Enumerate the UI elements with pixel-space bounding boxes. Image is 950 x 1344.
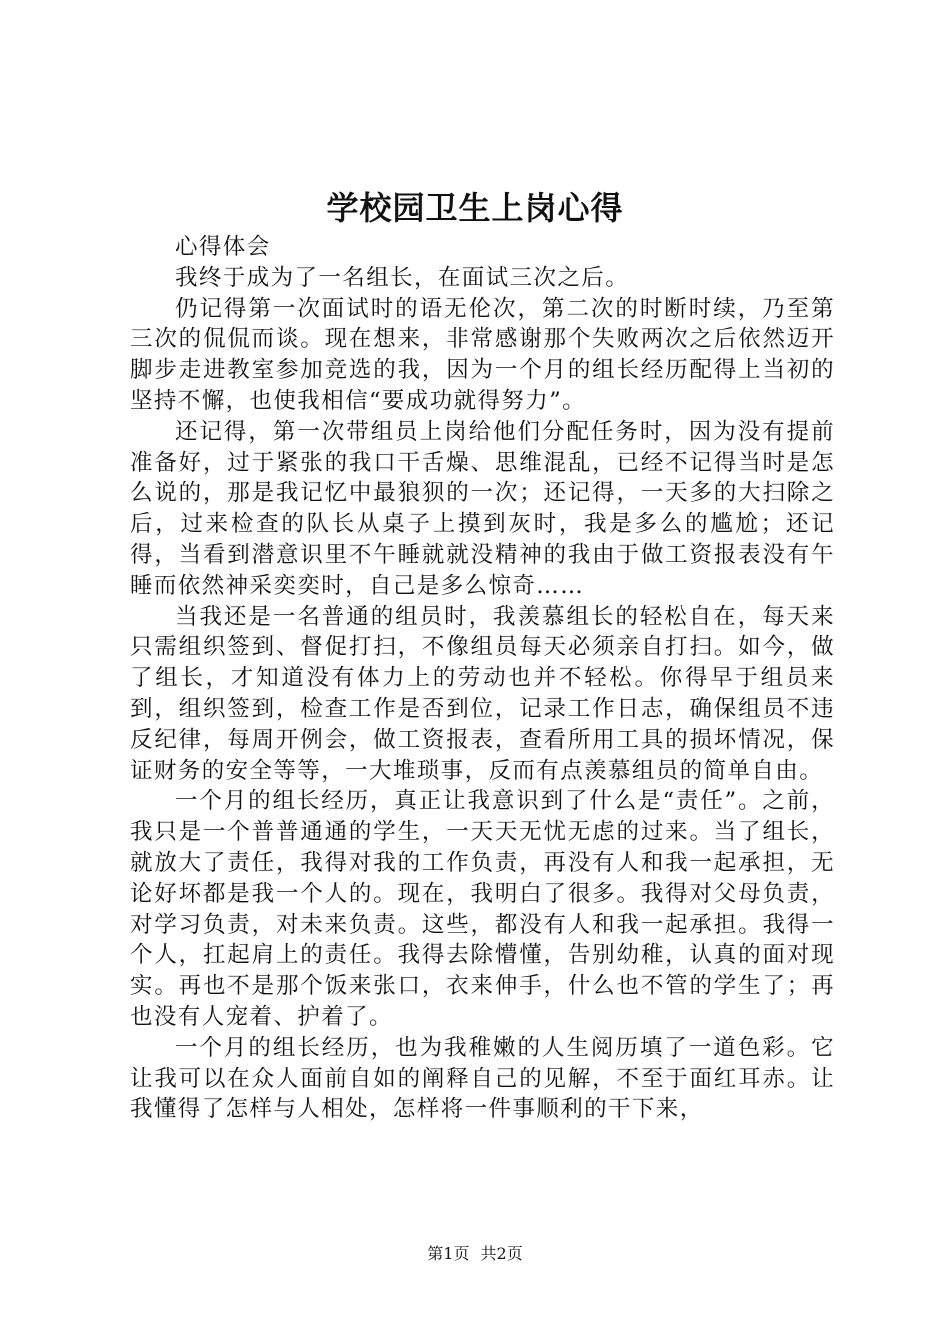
page-footer — [0, 1242, 950, 1266]
paragraph: 还记得，第一次带组员上岗给他们分配任务时，因为没有提前准备好，过于紧张的我口干舌燥、思维混乱，已经不记得当时是怎么说的，那是我记忆中最狼狈的一次；还记得，一天多的大扫除之后，过来检查的队长从桌子上摸到灰时，我是多么的尴尬；还记得，当看到潜意识里不午睡就就没精神的我由于做工资报表没有午睡而依然神采奕奕时，自己是多么惊奇…… — [130, 418, 835, 599]
paragraph: 一个月的组长经历，真正让我意识到了什么是“责任”。之前，我只是一个普普通通的学生，一天天无忧无虑的过来。当了组长，就放大了责任，我得对我的工作负责，再没有人和我一起承担，无论好坏都是我一个人的。现在，我明白了很多。我得对父母负责，对学习负责，对未来负责。这些，都没有人和我一起承担。我得一个人，扛起肩上的责任。我得去除懵懂，告别幼稚，认真的面对现实。再也不是那个饭来张口，衣来伸手，什么也不管的学生了；再也没有人宠着、护着了。 — [130, 788, 835, 1030]
document-body — [130, 232, 835, 1125]
paragraph: 一个月的组长经历，也为我稚嫩的人生阅历填了一道色彩。它让我可以在众人面前自如的阐释自己的见解，不至于面红耳赤。让我懂得了怎样与人相处，怎样将一件事顺利的干下来， — [130, 1034, 835, 1123]
document-title: 学校园卫生上岗心得 — [326, 189, 624, 227]
paragraph-heading: 心得体会 — [175, 234, 271, 260]
paragraph: 当我还是一名普通的组员时，我羡慕组长的轻松自在，每天来只需组织签到、督促打扫，不像组员每天必须亲自打扫。如今，做了组长，才知道没有体力上的劳动也并不轻松。你得早于组员来到，组织签到，检查工作是否到位，记录工作日志，确保组员不违反纪律，每周开例会，做工资报表，查看所用工具的损坏情况，保证财务的安全等等，一大堆琐事，反而有点羡慕组员的简单自由。 — [130, 603, 835, 784]
paragraph: 仍记得第一次面试时的语无伦次，第二次的时断时续，乃至第三次的侃侃而谈。现在想来，非常感谢那个失败两次之后依然迈开脚步走进教室参加竞选的我，因为一个月的组长经历配得上当初的坚持不懈，也使我相信“要成功就得努力”。 — [130, 295, 835, 414]
page-total: 共2页 — [480, 1244, 523, 1263]
page-number: 第1页 — [427, 1244, 470, 1263]
paragraph: 我终于成为了一名组长，在面试三次之后。 — [175, 264, 630, 291]
